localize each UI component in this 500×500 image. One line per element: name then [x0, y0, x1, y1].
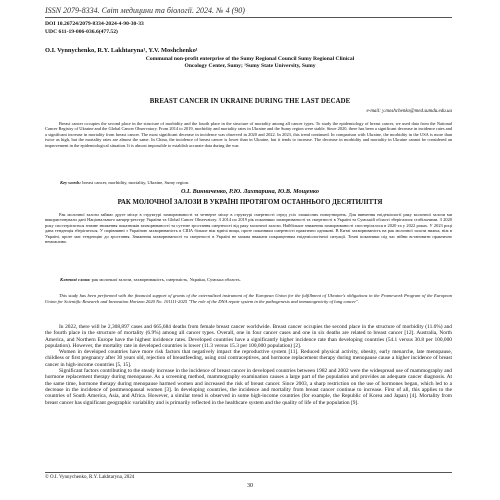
keywords-en-text: breast cancer, morbidity, mortality, Ukraine, Sumy region. [82, 180, 190, 185]
page-number: 30 [247, 483, 253, 489]
copyright: © O.I. Vynnychenko, R.Y. Lakhtaryna, 2024 [45, 475, 135, 480]
keywords-ua [60, 277, 241, 282]
article-title-ua: РАК МОЛОЧНОЇ ЗАЛОЗИ В УКРАЇНІ ПРОТЯГОМ ОСТАННЬОГО ДЕСЯТИЛІТТЯ [117, 199, 383, 206]
affiliation-line: Communal non-profit enterprise of the Sumy Regional Council Sumy Regional Clinical [145, 56, 355, 62]
udc: UDC 611-19-006-036.6(477.52) [45, 29, 118, 35]
article-body [45, 324, 452, 406]
keywords-en [60, 180, 189, 185]
abstract-en [45, 121, 452, 148]
doi[interactable]: DOI 10.26724/2079-8334-2024-4-90-30-33 [45, 21, 144, 27]
author-email[interactable]: e-mail: y.moshchenko@med.sumdu.edu.ua [366, 109, 452, 114]
affiliation [120, 56, 380, 70]
abstract-ua-text: Рак молочної залози займає друге місце в структурі захворюваності та четверте місце в структурі смертності серед усіх злоякісних новоутворень. Для вивчення епідеміології раку молочної залози ми використовували дані Національного канцер-реєстру України та Global Cancer Observatory. З 2014 по 2019 рік показники захворюваності та смертності в Україні та Сумській області зберігалися стабільними. З 2020 року спостерігається значне зниження показників захворюваності та суттєве зростання смертності від раку молочної залози. Найбільше зниження захворюваності спостерігалося в 2020 та у 2022 роках. У 2023 році дана тенденція зберігається. У порівнянні з Україною захворюваність в США більше ніж вдвічі вища, проте показники смертності практично однакові. В Китаї захворюваність на рак молочної залози нижча, ніж в Україні, проте має тенденцію до зростання. Зниження захворюваності та смертності в Україні не можна вважати покращенням епідеміологічної ситуації. Точні показники під час війни встановити практично неможливо. [45, 212, 452, 245]
keywords-ua-text: рак молочної залози, захворюваність, смертність, Україна, Сумська область. [91, 277, 241, 282]
body-paragraph: Significant factors contributing to the steady increase in the incidence of breast cancer in developed countries between 1982 and 2002 were the widespread use of mammography and hormone replacement therapy during menopause. As a screening method, mammography examination causes a large part of the population and provides an adequate cancer diagnosis. At the same time, hormone therapy during menopause harmed women and increased the risk of breast cancer. Since 2003, a sharp restriction on the use of hormones began, which led to a decrease in the incidence of postmenopausal women [3]. In developing countries, the incidence and mortality from breast cancer continue to increase. First of all, this applies to the countries of South America, Asia, and Africa. However, a similar trend is observed in some high-income countries (for example, the Republic of Korea and Japan) [4]. Mortality from breast cancer has significant geographic variability and is primarily reflected in the healthcare system and the quality of life of the population [9]. [45, 368, 452, 406]
keywords-ua-label: Ключові слова: [60, 277, 91, 282]
abstract-en-text: Breast cancer occupies the second place in the structure of morbidity and the fourth place in the structure of mortality among all cancer types. To study the epidemiology of breast cancer, we used data from the National Cancer Registry of Ukraine and the Global Cancer Observatory. From 2014 to 2019, morbidity and mortality rates in Ukraine and the Sumy region were stable. Since 2020, there has been a significant decrease in incidence rates and a significant increase in mortality from breast cancer. The most significant decrease in incidence was observed in 2020 and 2022. In 2023, this trend continued. In comparison with Ukraine, the morbidity in the USA is more than twice as high, but the mortality rates are almost the same. In China, the incidence of breast cancer is lower than in Ukraine, but it tends to increase. The decrease in morbidity and mortality in Ukraine cannot be considered an improvement in the epidemiological situation. It is almost impossible to establish accurate data during the war. [45, 121, 452, 148]
body-paragraph: Women in developed countries have more risk factors that negatively impact the reproductive system [11]. Reduced physical activity, obesity, early menarche, late menopause, childless or first pregnancy after 30 years old, rejection of breastfeeding, using oral contraceptives, and hormone replacement therapy during menopause cause a higher incidence of breast cancer in high-income countries [5, 15]. [45, 349, 452, 368]
funding-text: This study has been performed with the financial support of grants of the externalized instrument of the European Union for the fulfillment of Ukraine's obligations in the Framework Program of the European Union for Scientific Research and Innovation Horizon 2020 No. 101111-2025 "The role of the DNA repair system in the pathogenesis and immunogenicity of lung cancer". [45, 293, 452, 304]
authors-ua: О.І. Винниченко, Р.Ю. Лахтарина, Ю.В. Мощенко [181, 188, 319, 195]
funding-note [45, 293, 452, 304]
body-paragraph: In 2022, there will be 2,308,897 cases and 665,684 deaths from female breast cancer worldwide. Breast cancer occupies the second place in the structure of morbidity (11.6%) and the fourth place in the structure of mortality (6.9%) among all cancer types. Overall, one in four cancer cases and one in six deaths are related to breast cancer [12]. Australia, North America, and Northern Europe have the highest incidence rates. Developed countries have a significantly higher incidence rate than developing countries (54.1 versus 30.8 per 100,000 population). However, the mortality rate in developed countries is lower (11.3 versus 15.3 per 100,000 population) [2]. [45, 324, 452, 349]
affiliation-line: Oncology Center, Sumy; ¹Sumy State University, Sumy [184, 63, 316, 69]
header-rule [45, 17, 452, 18]
article-title-en: BREAST CANCER IN UKRAINE DURING THE LAST DECADE [149, 98, 351, 105]
abstract-ua [45, 212, 452, 244]
running-header: ISSN 2079-8334. Світ медицини та біології. 2024. № 4 (90) [45, 6, 245, 15]
authors: O.I. Vynnychenko, R.Y. Lakhtaryna¹, Y.V. Moshchenko¹ [45, 47, 198, 54]
keywords-en-label: Key words: [60, 180, 82, 185]
footer-rule [45, 472, 452, 473]
